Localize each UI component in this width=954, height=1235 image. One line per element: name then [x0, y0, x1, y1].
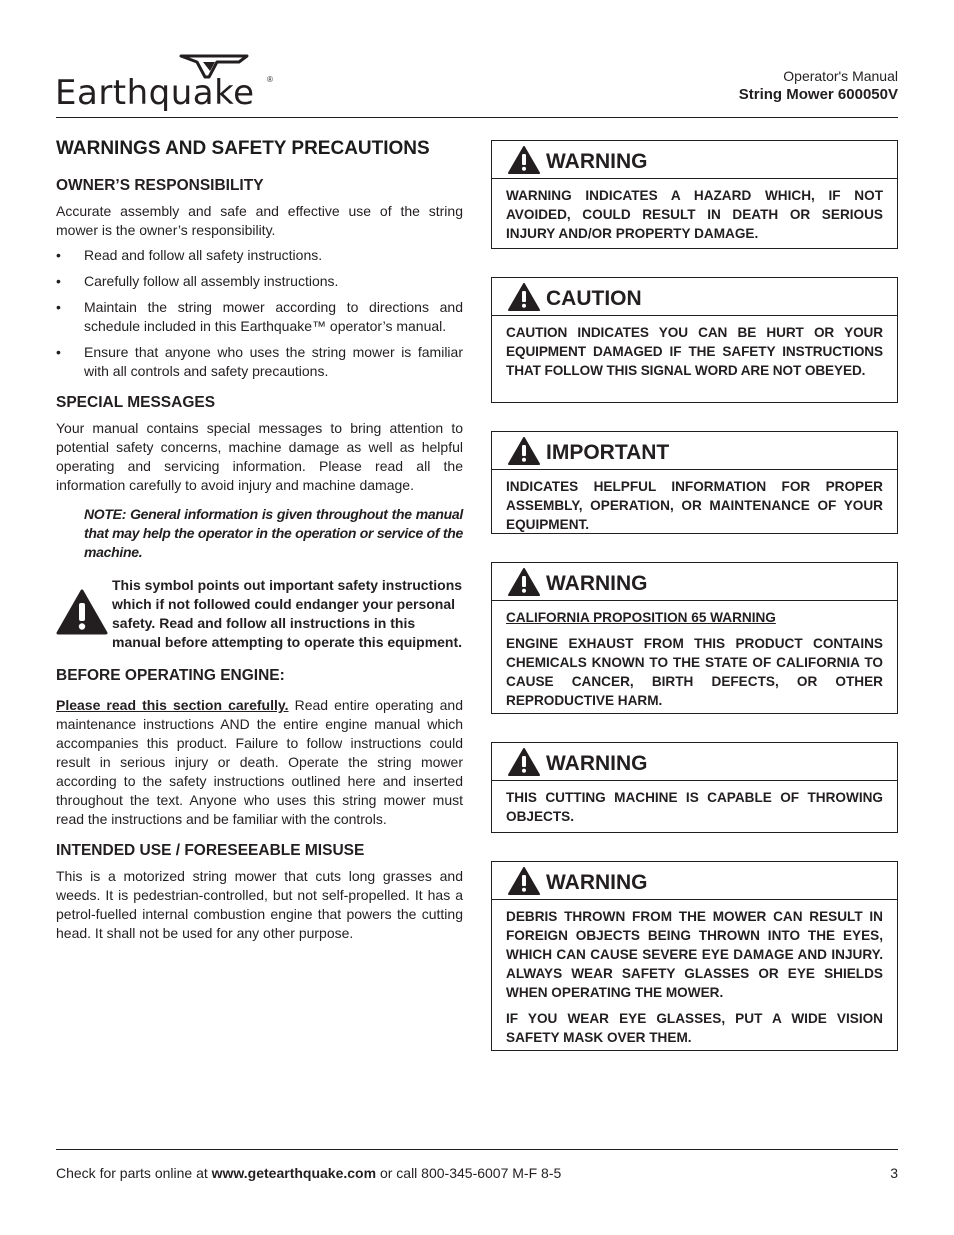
owners-bullet-list	[56, 246, 463, 381]
registered-mark: ®	[267, 75, 273, 84]
left-column	[56, 136, 463, 949]
debris-warning-box	[491, 861, 898, 1051]
box-header	[492, 743, 897, 781]
owners-responsibility-heading: OWNER’S RESPONSIBILITY	[56, 177, 264, 194]
brand-name: Earthquake	[55, 73, 255, 113]
footer-url-link[interactable]: www.getearthquake.com	[211, 1165, 377, 1181]
box-body	[492, 601, 897, 716]
general-note: NOTE: General information is given throughout the manual that may help the operator in the operation or service of the machine.	[84, 506, 463, 560]
warning-triangle-icon	[508, 568, 540, 596]
list-item: • Ensure that anyone who uses the string mower is familiar with all controls and safety precautions.	[56, 343, 463, 381]
header-divider	[56, 117, 898, 118]
list-item: • Carefully follow all assembly instructions.	[56, 272, 463, 291]
warning-triangle-icon	[508, 146, 540, 174]
warning-triangle-icon	[508, 283, 540, 311]
safety-symbol-text: This symbol points out important safety instructions which if not followed could endanger your personal safety. Read and follow all instructions in this manual before attempting to operate this equipment.	[112, 577, 463, 650]
list-item: • Maintain the string mower according to directions and schedule included in this Earthquake™ operator’s manual.	[56, 298, 463, 336]
box-subheading: CALIFORNIA PROPOSITION 65 WARNING	[506, 610, 776, 625]
box-header	[492, 432, 897, 470]
owners-responsibility-text: Accurate assembly and safe and effective use of the string mower is the owner’s responsibility.	[56, 203, 463, 238]
footer-prefix: Check for parts online at	[56, 1165, 212, 1181]
before-operating-heading: BEFORE OPERATING ENGINE:	[56, 667, 285, 684]
footer	[56, 1164, 898, 1182]
safety-symbol-row	[56, 576, 463, 652]
before-operating-body: Read entire operating and maintenance instructions AND the entire engine manual which accompanies this product. Failure to follow instructions could result in serious injury or death. Operate the string mower according to the safety instructions outlined here and inserted throughout the text. Anyone who uses this string mower must read the instructions and be familiar with the controls.	[56, 697, 463, 827]
page-number: 3	[890, 1165, 898, 1181]
footer-suffix: or call 800-345-6007 M-F 8-5	[376, 1165, 562, 1181]
box-body: CAUTION INDICATES YOU CAN BE HURT OR YOUR EQUIPMENT DAMAGED IF THE SAFETY INSTRUCTIONS THAT FOLLOW THIS SIGNAL WORD ARE NOT OBEYED.	[506, 325, 883, 378]
box-text-2: IF YOU WEAR EYE GLASSES, PUT A WIDE VISION SAFETY MASK OVER THEM.	[506, 1011, 883, 1045]
warning-triangle-icon	[508, 437, 540, 465]
safety-alert-icon	[56, 589, 112, 640]
manual-subtitle: Operator's Manual	[783, 68, 898, 84]
important-box	[491, 431, 898, 534]
box-text: DEBRIS THROWN FROM THE MOWER CAN RESULT IN FOREIGN OBJECTS BEING THROWN INTO THE EYES, WHICH CAN CAUSE SEVERE EYE DAMAGE AND INJURY. ALWAYS WEAR SAFETY GLASSES OR EYE SHIELDS WHEN OPERATING THE MOWER.	[506, 909, 883, 1000]
brand-logo	[55, 53, 277, 113]
box-title: WARNING	[546, 870, 648, 894]
box-text: ENGINE EXHAUST FROM THIS PRODUCT CONTAINS CHEMICALS KNOWN TO THE STATE OF CALIFORNIA TO CAUSE CANCER, BIRTH DEFECTS, OR OTHER REPRODUCTIVE HARM.	[506, 636, 883, 708]
model-name: String Mower 600050V	[738, 86, 898, 103]
box-body: THIS CUTTING MACHINE IS CAPABLE OF THROWING OBJECTS.	[506, 790, 883, 824]
box-header	[492, 278, 897, 316]
special-messages-text: Your manual contains special messages to bring attention to potential safety concerns, machine damage as well as helpful operating and servicing information. Please read all the information carefully to avoid injury and machine damage.	[56, 420, 463, 493]
box-body	[492, 900, 897, 1053]
box-header	[492, 862, 897, 900]
prop65-warning-box	[491, 562, 898, 714]
caution-box	[491, 277, 898, 403]
box-body: WARNING INDICATES A HAZARD WHICH, IF NOT AVOIDED, COULD RESULT IN DEATH OR SERIOUS INJURY AND/OR PROPERTY DAMAGE.	[506, 188, 883, 241]
list-item: • Read and follow all safety instructions.	[56, 246, 463, 265]
before-operating-text	[56, 696, 463, 829]
warning-box	[491, 140, 898, 249]
intended-use-heading: INTENDED USE / FORESEEABLE MISUSE	[56, 842, 365, 859]
box-title: WARNING	[546, 149, 648, 173]
box-title: WARNING	[546, 571, 648, 595]
page-title: WARNINGS AND SAFETY PRECAUTIONS	[56, 138, 430, 159]
special-messages-heading: SPECIAL MESSAGES	[56, 394, 216, 411]
header-right	[739, 67, 898, 105]
warning-triangle-icon	[508, 748, 540, 776]
throwing-warning-box	[491, 742, 898, 833]
box-header	[492, 141, 897, 179]
box-body: INDICATES HELPFUL INFORMATION FOR PROPER ASSEMBLY, OPERATION, OR MAINTENANCE OF YOUR EQUIPMENT.	[506, 479, 883, 532]
box-title: CAUTION	[546, 286, 642, 310]
intended-use-text: This is a motorized string mower that cuts long grasses and weeds. It is pedestrian-controlled, but not self-propelled. It has a petrol-fuelled internal combustion engine that powers the cutting head. It shall not be used for any other purpose.	[56, 868, 463, 941]
warning-triangle-icon	[508, 867, 540, 895]
before-operating-lead: Please read this section carefully.	[56, 697, 289, 713]
box-title: IMPORTANT	[546, 440, 670, 464]
footer-divider	[56, 1149, 898, 1150]
box-title: WARNING	[546, 751, 648, 775]
box-header	[492, 563, 897, 601]
